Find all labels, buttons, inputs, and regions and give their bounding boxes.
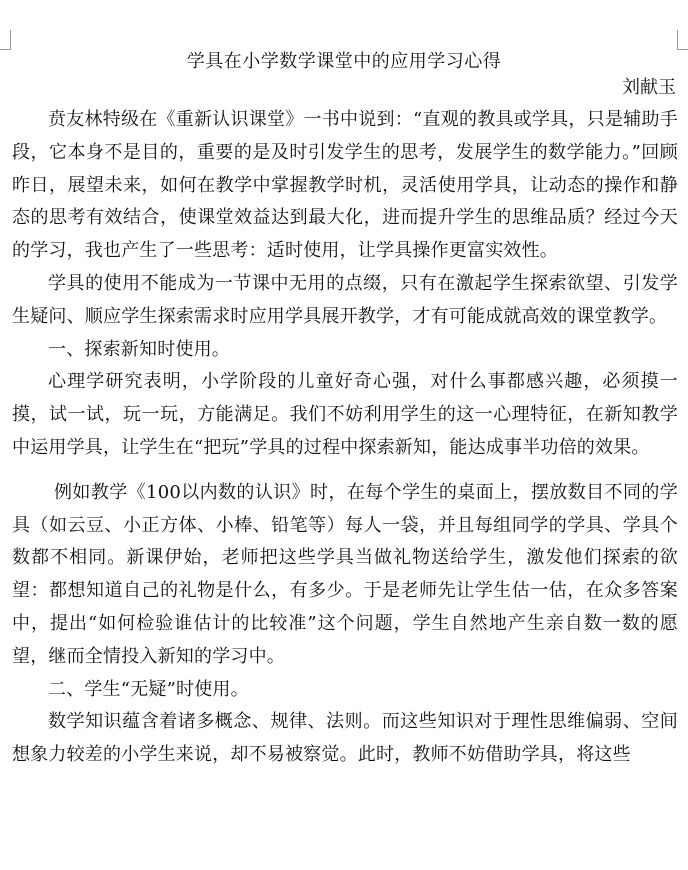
paragraph-usage: 学具的使用不能成为一节课中无用的点缀，只有在激起学生探索欲望、引发学生疑问、顺应学生探索需求时应用学具展开教学，才有可能成就高效的课堂教学。 — [12, 272, 678, 327]
paragraph-concepts: 数学知识蕴含着诸多概念、规律、法则。而这些知识对于理性思维偏弱、空间想象力较差的小学生来说，却不易被察觉。此时，教师不妨借助学具，将这些 — [12, 711, 678, 766]
crop-mark-top-left — [0, 30, 11, 50]
paragraph-example: 例如教学《100以内数的认识》时，在每个学生的桌面上，摆放数目不同的学具（如云豆、小正方体、小棒、铅笔等）每人一袋，并且每组同学的学具、学具个数都不相同。新课伊始，老师把这些学具当做礼物送给学生，激发他们探索的欲望：都想知道自己的礼物是什么，有多少。于是老师先让学生估一估，在众多答案中，提出“如何检验谁估计的比较准”这个问题，学生自然地产生亲自数一数的愿望，继而全情投入新知的学习中。 — [12, 481, 678, 667]
document-author: 刘献玉 — [622, 77, 676, 98]
document-title: 学具在小学数学课堂中的应用学习心得 — [186, 51, 502, 72]
paragraph-psychology: 心理学研究表明，小学阶段的儿童好奇心强，对什么事都感兴趣，必须摸一摸，试一试，玩一玩，方能满足。我们不妨利用学生的这一心理特征，在新知教学中运用学具，让学生在“把玩”学具的过程中探索新知，能达成事半功倍的效果。 — [12, 371, 678, 458]
document-body — [12, 104, 678, 772]
paragraph-intro: 贲友林特级在《重新认识课堂》一书中说到：“直观的教具或学具，只是辅助手段，它本身不是目的，重要的是及时引发学生的思考，发展学生的数学能力。”回顾昨日，展望未来，如何在教学中掌握教学时机，灵活使用学具，让动态的操作和静态的思考有效结合，使课堂效益达到最大化，进而提升学生的思维品质？经过今天的学习，我也产生了一些思考：适时使用，让学具操作更富实效性。 — [12, 109, 678, 262]
section-heading-1: 一、探索新知时使用。 — [48, 338, 230, 360]
crop-mark-top-right — [677, 30, 688, 50]
section-heading-2: 二、学生“无疑”时使用。 — [48, 678, 249, 700]
